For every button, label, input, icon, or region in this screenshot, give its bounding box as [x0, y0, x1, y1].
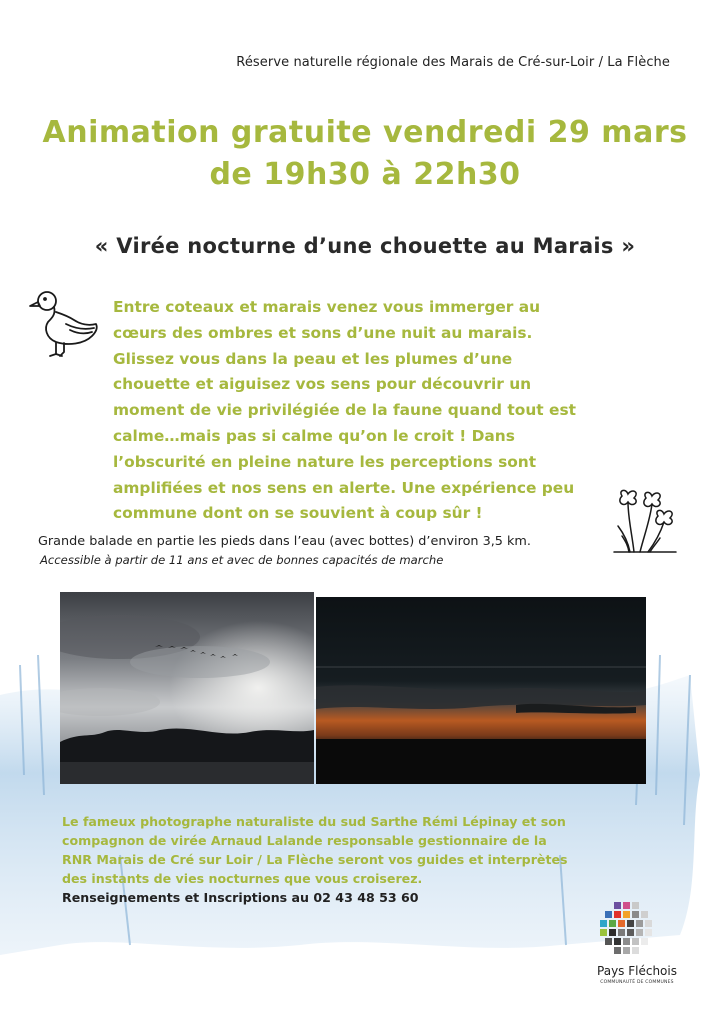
pays-flechois-logo — [596, 900, 660, 962]
duck-icon — [26, 288, 102, 360]
description-line: calme…mais pas si calme qu’on le croit ! Dans — [113, 426, 515, 445]
photo-cloudy-sky — [60, 592, 314, 784]
guides-line: des instants de vies nocturnes que vous croiserez. — [62, 871, 423, 886]
description-line: commune dont on se souvient à coup sûr ! — [113, 504, 483, 523]
guides-line: RNR Marais de Cré sur Loir / La Flèche seront vos guides et interprètes — [62, 852, 568, 867]
contact-info: Renseignements et Inscriptions au 02 43 48 53 60 — [62, 890, 419, 905]
event-title — [20, 112, 710, 196]
walk-details: Grande balade en partie les pieds dans l’eau (avec bottes) d’environ 3,5 km. — [38, 534, 531, 549]
flowers-icon — [612, 486, 678, 554]
guides-line: Le fameux photographe naturaliste du sud Sarthe Rémi Lépinay et son — [62, 814, 566, 829]
event-title-line1: Animation gratuite vendredi 29 mars — [42, 115, 688, 150]
description-line: Glissez vous dans la peau et les plumes d’une — [113, 349, 513, 368]
guides-text — [62, 812, 622, 888]
guides-line: compagnon de virée Arnaud Lalande responsable gestionnaire de la — [62, 833, 547, 848]
event-subtitle: « Virée nocturne d’une chouette au Marais » — [94, 234, 636, 258]
photo-dusk-sky — [316, 597, 646, 784]
access-details: Accessible à partir de 11 ans et avec de bonnes capacités de marche — [40, 553, 444, 567]
event-description — [113, 295, 625, 527]
description-line: cœurs des ombres et sons d’une nuit au marais. — [113, 323, 533, 342]
logo-name: Pays Fléchois — [597, 964, 677, 978]
event-title-line2: de 19h30 à 22h30 — [209, 157, 521, 192]
description-line: chouette et aiguisez vos sens pour découvrir un — [113, 375, 532, 394]
description-line: Entre coteaux et marais venez vous immerger au — [113, 298, 541, 316]
logo-subtitle: COMMUNAUTÉ DE COMMUNES — [600, 980, 674, 985]
description-line: l’obscurité en pleine nature les perceptions sont — [113, 452, 537, 471]
description-line: amplifiées et nos sens en alerte. Une expérience peu — [113, 478, 575, 497]
description-line: moment de vie privilégiée de la faune quand tout est — [113, 401, 576, 420]
reserve-name: Réserve naturelle régionale des Marais de Cré-sur-Loir / La Flèche — [236, 55, 670, 70]
